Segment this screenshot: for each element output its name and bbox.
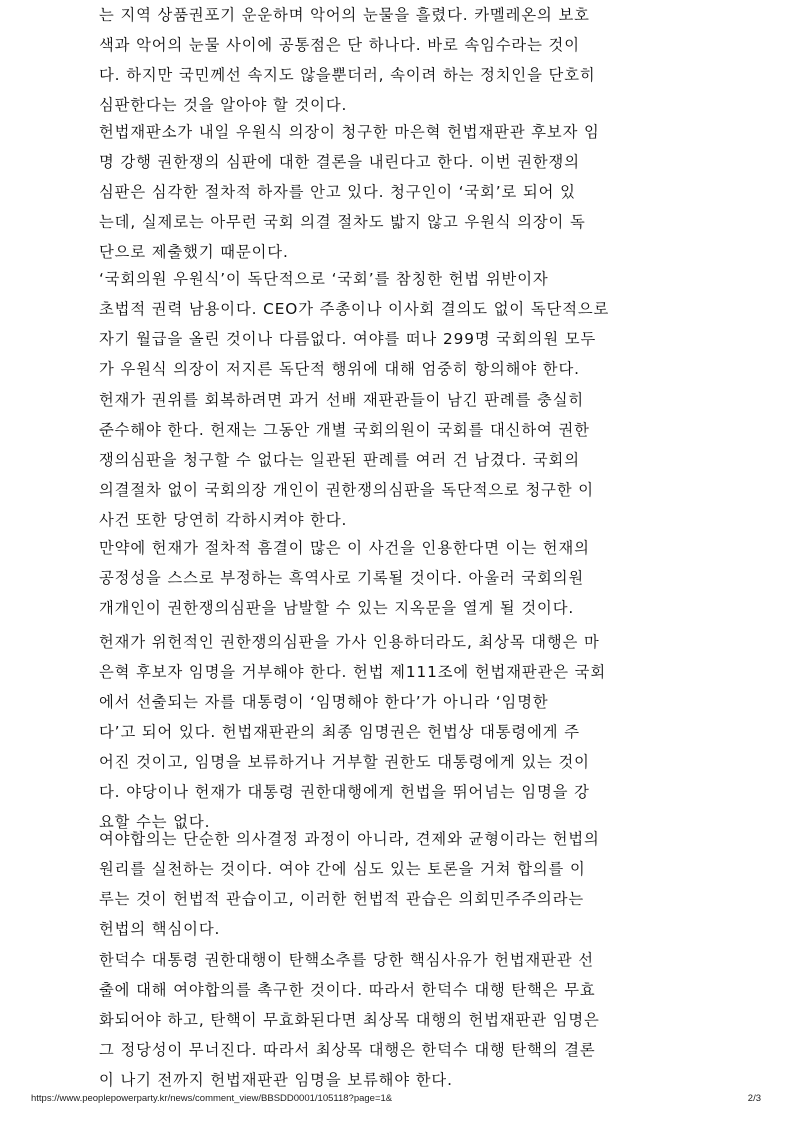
text-line: 이 나기 전까지 헌법재판관 임명을 보류해야 한다. [99,1071,453,1089]
print-footer [0,1090,793,1110]
text-line: 원리를 실천하는 것이다. 여야 간에 심도 있는 토론을 거쳐 합의를 이 [99,860,586,878]
text-line: 루는 것이 헌법적 관습이고, 이러한 헌법적 관습은 의회민주주의라는 [99,890,585,908]
page-number: 2/3 [747,1093,761,1104]
paragraph-7 [99,824,600,944]
text-line: 의결절차 없이 국회의장 개인이 권한쟁의심판을 독단적으로 청구한 이 [99,481,594,499]
paragraph-2 [99,117,600,267]
text-line: 어진 것이고, 임명을 보류하거나 거부할 권한도 대통령에게 있는 것이 [99,753,590,771]
text-line: 심판한다는 것을 알아야 할 것이다. [99,96,348,114]
text-line: 쟁의심판을 청구할 수 없다는 일관된 판례를 여러 건 남겼다. 국회의 [99,451,580,469]
text-line: 가 우원식 의장이 저지른 독단적 행위에 대해 엄중히 항의해야 한다. [99,360,580,378]
text-line: 헌재가 위헌적인 권한쟁의심판을 가사 인용하더라도, 최상목 대행은 마 [99,633,600,651]
text-line: 자기 월급을 올린 것이나 다름없다. 여야를 떠나 299명 국회의원 모두 [99,330,597,348]
text-line: 출에 대해 여야합의를 촉구한 것이다. 따라서 한덕수 대행 탄핵은 무효 [99,981,596,999]
text-line: 다. 하지만 국민께선 속지도 않을뿐더러, 속이려 하는 정치인을 단호히 [99,66,596,84]
paragraph-6 [99,627,606,837]
text-line: 여야합의는 단순한 의사결정 과정이 아니라, 견제와 균형이라는 헌법의 [99,830,600,848]
footer-url[interactable]: https://www.peoplepowerparty.kr/news/comment_view/BBSDD0001/105118?page=1& [31,1093,393,1104]
text-line: 만약에 헌재가 절차적 흠결이 많은 이 사건을 인용한다면 이는 헌재의 [99,539,590,557]
text-line: 개개인이 권한쟁의심판을 남발할 수 있는 지옥문을 열게 될 것이다. [99,599,575,617]
text-line: 한덕수 대통령 권한대행이 탄핵소추를 당한 핵심사유가 헌법재판관 선 [99,951,594,969]
text-line: 준수해야 한다. 헌재는 그동안 개별 국회의원이 국회를 대신하여 권한 [99,421,590,439]
text-line: 심판은 심각한 절차적 하자를 안고 있다. 청구인이 ‘국회’로 되어 있 [99,183,576,201]
text-line: 공정성을 스스로 부정하는 흑역사로 기록될 것이다. 아울러 국회의원 [99,569,585,587]
text-line: 화되어야 하고, 탄핵이 무효화된다면 최상목 대행의 헌법재판관 임명은 [99,1011,600,1029]
text-line: 초법적 권력 남용이다. CEO가 주총이나 이사회 결의도 없이 독단적으로 [99,300,610,318]
text-line: 에서 선출되는 자를 대통령이 ‘임명해야 한다’가 아니라 ‘임명한 [99,693,549,711]
paragraph-4 [99,385,594,535]
paragraph-3 [99,264,609,384]
text-line: 다’고 되어 있다. 헌법재판관의 최종 임명권은 헌법상 대통령에게 주 [99,723,580,741]
text-line: 단으로 제출했기 때문이다. [99,243,289,261]
text-line: 다. 야당이나 헌재가 대통령 권한대행에게 헌법을 뛰어넘는 임명을 강 [99,783,590,801]
text-line: 헌법의 핵심이다. [99,920,221,938]
text-line: 헌법재판소가 내일 우원식 의장이 청구한 마은혁 헌법재판관 후보자 임 [99,123,600,141]
text-line: 그 정당성이 무너진다. 따라서 최상목 대행은 한덕수 대행 탄핵의 결론 [99,1041,596,1059]
text-line: ‘국회의원 우원식’이 독단적으로 ‘국회’를 참칭한 헌법 위반이자 [99,270,549,288]
text-line: 은혁 후보자 임명을 거부해야 한다. 헌법 제111조에 헌법재판관은 국회 [99,663,607,681]
text-line: 헌재가 권위를 회복하려면 과거 선배 재판관들이 남긴 판례를 충실히 [99,391,585,409]
paragraph-1 [99,0,596,120]
text-line: 는 지역 상품권포기 운운하며 악어의 눈물을 흘렸다. 카멜레온의 보호 [99,6,590,24]
text-line: 는데, 실제로는 아무런 국회 의결 절차도 밟지 않고 우원식 의장이 독 [99,213,586,231]
text-line: 색과 악어의 눈물 사이에 공통점은 단 하나다. 바로 속임수라는 것이 [99,36,580,54]
paragraph-8 [99,945,600,1095]
text-line: 명 강행 권한쟁의 심판에 대한 결론을 내린다고 한다. 이번 권한쟁의 [99,153,580,171]
text-line: 사건 또한 당연히 각하시켜야 한다. [99,511,348,529]
paragraph-5 [99,533,590,623]
text-line: 요할 수는 없다. [99,813,211,831]
